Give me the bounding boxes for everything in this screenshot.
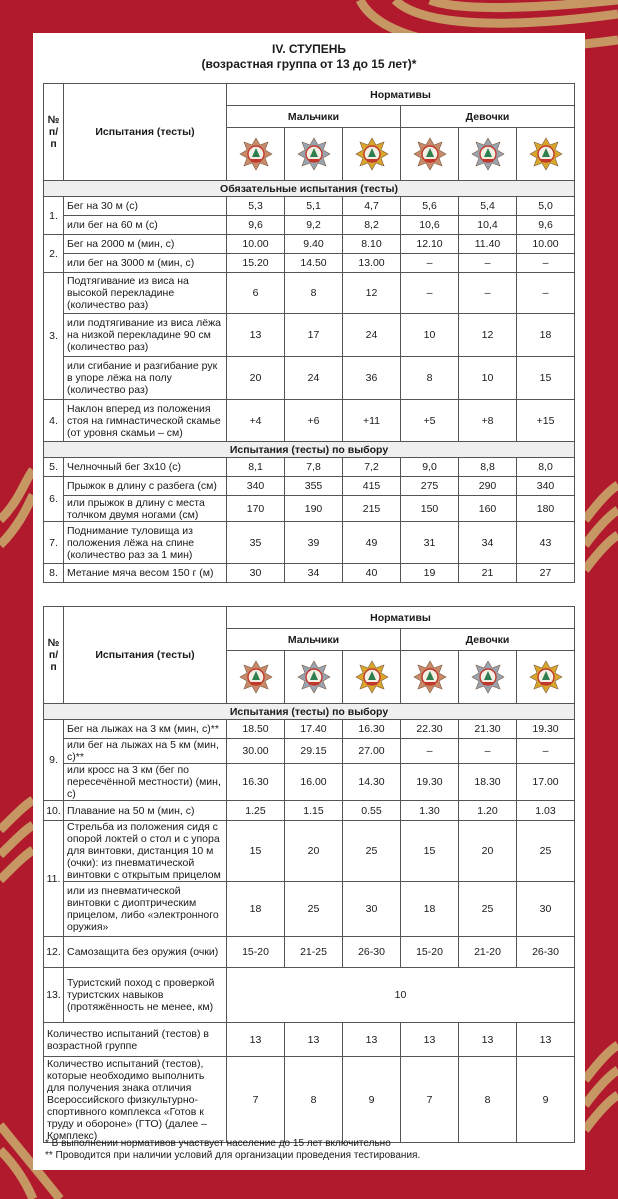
norm-value: 18.50	[227, 720, 285, 739]
norm-value: 8	[401, 357, 459, 400]
norm-value: 18	[401, 882, 459, 937]
row-number: 8.	[44, 564, 64, 583]
norm-value: 18	[517, 314, 575, 357]
summary-label: Количество испытаний (тестов) в возрастной группе	[44, 1023, 227, 1057]
row-number: 9.	[44, 720, 64, 801]
norm-value: 10,6	[401, 216, 459, 235]
norm-value: 170	[227, 496, 285, 522]
test-name: Челночный бег 3х10 (с)	[64, 458, 227, 477]
norm-value: –	[401, 254, 459, 273]
norm-value: 11.40	[459, 235, 517, 254]
norm-value: 275	[401, 477, 459, 496]
row-number: 12.	[44, 937, 64, 968]
medal-cell	[517, 651, 575, 704]
table-row	[44, 739, 575, 764]
norm-value: 30	[343, 882, 401, 937]
row-number: 11.	[44, 821, 64, 937]
norm-value: +8	[459, 400, 517, 442]
table-row	[44, 821, 575, 882]
summary-row	[44, 1023, 575, 1057]
medal-cell	[459, 128, 517, 181]
norm-value: 25	[285, 882, 343, 937]
summary-value: 13	[285, 1023, 343, 1057]
norm-value: 5,3	[227, 197, 285, 216]
norm-value: 25	[343, 821, 401, 882]
medal-cell	[285, 128, 343, 181]
summary-value: 13	[227, 1023, 285, 1057]
medal-cell	[459, 651, 517, 704]
norm-value: 17	[285, 314, 343, 357]
norm-value: 1.30	[401, 801, 459, 821]
norm-value: 190	[285, 496, 343, 522]
norm-value: 31	[401, 522, 459, 564]
norm-value: 6	[227, 273, 285, 314]
norm-value: 35	[227, 522, 285, 564]
silver-badge-icon	[471, 660, 505, 694]
norm-value: –	[517, 739, 575, 764]
bronze-badge-icon	[239, 137, 273, 171]
page-title	[33, 42, 585, 72]
norm-value: 0.55	[343, 801, 401, 821]
norm-value: 16.30	[227, 764, 285, 801]
norm-value: 9,2	[285, 216, 343, 235]
norm-value: 21-25	[285, 937, 343, 968]
table-row	[44, 496, 575, 522]
test-name: Туристский поход с проверкой туристских навыков (протяжённость не менее, км)	[64, 968, 227, 1023]
norm-value: +11	[343, 400, 401, 442]
norm-value: 340	[517, 477, 575, 496]
norm-value: 7,8	[285, 458, 343, 477]
norm-value: 30	[517, 882, 575, 937]
norm-value: 10.00	[227, 235, 285, 254]
medal-cell	[401, 651, 459, 704]
age-group-subtitle: (возрастная группа от 13 до 15 лет)*	[201, 57, 417, 71]
test-name: Бег на лыжах на 3 км (мин, с)**	[64, 720, 227, 739]
norm-value: –	[459, 739, 517, 764]
medal-cell	[285, 651, 343, 704]
row-number: 7.	[44, 522, 64, 564]
medal-cell	[227, 128, 285, 181]
norm-value: 25	[459, 882, 517, 937]
norm-value: 355	[285, 477, 343, 496]
section-header: Испытания (тесты) по выбору	[44, 442, 575, 458]
norm-value: 36	[343, 357, 401, 400]
bronze-badge-icon	[239, 660, 273, 694]
silver-badge-icon	[297, 660, 331, 694]
norm-value: 14.50	[285, 254, 343, 273]
footnote-2: ** Проводится при наличии условий для организации проведения тестирования.	[45, 1150, 421, 1161]
section-header: Испытания (тесты) по выбору	[44, 704, 575, 720]
test-name: или бег на 60 м (с)	[64, 216, 227, 235]
norm-value: 18	[227, 882, 285, 937]
test-name: Бег на 30 м (с)	[64, 197, 227, 216]
norm-value: 15-20	[227, 937, 285, 968]
norm-value: 17.00	[517, 764, 575, 801]
silver-badge-icon	[471, 137, 505, 171]
row-number: 6.	[44, 477, 64, 522]
norm-value: 15.20	[227, 254, 285, 273]
norm-value: 22.30	[401, 720, 459, 739]
norm-value: 29.15	[285, 739, 343, 764]
medal-cell	[401, 128, 459, 181]
summary-value: 9	[343, 1057, 401, 1143]
summary-value: 7	[227, 1057, 285, 1143]
norm-value: 34	[285, 564, 343, 583]
row-number: 1.	[44, 197, 64, 235]
norm-value: 19.30	[401, 764, 459, 801]
summary-value: 9	[517, 1057, 575, 1143]
norm-value: 5,4	[459, 197, 517, 216]
summary-row	[44, 1057, 575, 1143]
standards-table-part2	[43, 606, 575, 1143]
table-row	[44, 254, 575, 273]
norm-value: 34	[459, 522, 517, 564]
table-row	[44, 400, 575, 442]
table-row	[44, 720, 575, 739]
norm-value: 415	[343, 477, 401, 496]
norm-value: 12.10	[401, 235, 459, 254]
summary-value: 13	[343, 1023, 401, 1057]
boys-header: Мальчики	[227, 629, 401, 651]
norm-value: 1.03	[517, 801, 575, 821]
norm-value: 10	[401, 314, 459, 357]
test-name: Бег на 2000 м (мин, с)	[64, 235, 227, 254]
norm-value: 10	[459, 357, 517, 400]
norm-value: 12	[343, 273, 401, 314]
summary-value: 7	[401, 1057, 459, 1143]
column-num-header: № п/п	[44, 84, 64, 181]
row-number: 10.	[44, 801, 64, 821]
norms-header: Нормативы	[227, 84, 575, 106]
table-row	[44, 458, 575, 477]
test-name: Метание мяча весом 150 г (м)	[64, 564, 227, 583]
table-row	[44, 235, 575, 254]
test-name: Наклон вперед из положения стоя на гимнастической скамье (от уровня скамьи – см)	[64, 400, 227, 442]
norm-value: 150	[401, 496, 459, 522]
norm-value: 8,0	[517, 458, 575, 477]
test-name: или кросс на 3 км (бег по пересечённой местности) (мин, с)	[64, 764, 227, 801]
norm-value: 14.30	[343, 764, 401, 801]
table-row	[44, 937, 575, 968]
bronze-badge-icon	[413, 660, 447, 694]
norm-value: 5,1	[285, 197, 343, 216]
norm-value: 1.25	[227, 801, 285, 821]
medal-cell	[343, 128, 401, 181]
table-row	[44, 522, 575, 564]
footnotes	[45, 1138, 420, 1162]
row-number: 2.	[44, 235, 64, 273]
section-header: Обязательные испытания (тесты)	[44, 181, 575, 197]
norm-value: –	[517, 273, 575, 314]
norm-value: 30	[227, 564, 285, 583]
test-name: или сгибание и разгибание рук в упоре лёжа на полу (количество раз)	[64, 357, 227, 400]
test-name: или из пневматической винтовки с диоптрическим прицелом, либо «электронного оружия»	[64, 882, 227, 937]
norm-value: –	[401, 273, 459, 314]
norm-value: 19.30	[517, 720, 575, 739]
norm-value: 25	[517, 821, 575, 882]
norm-value: 15-20	[401, 937, 459, 968]
test-name: Плавание на 50 м (мин, с)	[64, 801, 227, 821]
norm-value: 19	[401, 564, 459, 583]
norm-value: 24	[343, 314, 401, 357]
summary-label: Количество испытаний (тестов), которые необходимо выполнить для получения знака отличия Всероссийского физкультурно-спортивного комплекса «Готов к труду и обороне» (ГТО) (далее – Комплекс)	[44, 1057, 227, 1143]
norm-value: 8	[285, 273, 343, 314]
norm-value: 10,4	[459, 216, 517, 235]
norm-value: 21	[459, 564, 517, 583]
norm-value: 160	[459, 496, 517, 522]
norm-value: 12	[459, 314, 517, 357]
norm-value: 20	[285, 821, 343, 882]
norm-value: 290	[459, 477, 517, 496]
norm-value: 9,6	[227, 216, 285, 235]
medal-cell	[227, 651, 285, 704]
row-number: 13.	[44, 968, 64, 1023]
footnote-1: * В выполнении нормативов участвует население до 15 лет включительно	[45, 1138, 391, 1149]
norm-value: 27.00	[343, 739, 401, 764]
norm-value: 215	[343, 496, 401, 522]
norm-value: 1.15	[285, 801, 343, 821]
norm-value: 24	[285, 357, 343, 400]
norm-value: +6	[285, 400, 343, 442]
gold-badge-icon	[355, 137, 389, 171]
bronze-badge-icon	[413, 137, 447, 171]
norm-value: 1.20	[459, 801, 517, 821]
summary-value: 13	[517, 1023, 575, 1057]
norm-value: –	[517, 254, 575, 273]
norm-value: 30.00	[227, 739, 285, 764]
norm-value: +15	[517, 400, 575, 442]
norm-value: 4,7	[343, 197, 401, 216]
summary-value: 8	[459, 1057, 517, 1143]
table-row	[44, 216, 575, 235]
norm-value: 15	[517, 357, 575, 400]
table-row	[44, 477, 575, 496]
norm-value: 39	[285, 522, 343, 564]
norm-value: +4	[227, 400, 285, 442]
table-row	[44, 882, 575, 937]
norm-value: –	[401, 739, 459, 764]
column-num-header: № п/п	[44, 607, 64, 704]
test-name: Самозащита без оружия (очки)	[64, 937, 227, 968]
norms-header: Нормативы	[227, 607, 575, 629]
norm-value: 8,1	[227, 458, 285, 477]
test-name: Подтягивание из виса на высокой перекладине (количество раз)	[64, 273, 227, 314]
norm-value: 49	[343, 522, 401, 564]
norm-value: 8,8	[459, 458, 517, 477]
norm-value: 18.30	[459, 764, 517, 801]
norm-value: 16.00	[285, 764, 343, 801]
girls-header: Девочки	[401, 629, 575, 651]
norm-value: 5,0	[517, 197, 575, 216]
table-row	[44, 801, 575, 821]
norm-value: 9,6	[517, 216, 575, 235]
norm-value: 5,6	[401, 197, 459, 216]
norm-value: 26-30	[517, 937, 575, 968]
column-tests-header: Испытания (тесты)	[64, 84, 227, 181]
norm-value: 9,0	[401, 458, 459, 477]
standards-card	[33, 33, 585, 1170]
norm-value: 8,2	[343, 216, 401, 235]
test-name: или бег на лыжах на 5 км (мин, с)**	[64, 739, 227, 764]
standards-table-part1	[43, 83, 575, 583]
table-row	[44, 314, 575, 357]
norm-value: 43	[517, 522, 575, 564]
row-number: 4.	[44, 400, 64, 442]
norm-value: 9.40	[285, 235, 343, 254]
test-name: или прыжок в длину с места толчком двумя ногами (см)	[64, 496, 227, 522]
norm-value: 17.40	[285, 720, 343, 739]
test-name: или подтягивание из виса лёжа на низкой перекладине 90 см (количество раз)	[64, 314, 227, 357]
girls-header: Девочки	[401, 106, 575, 128]
norm-value: 21.30	[459, 720, 517, 739]
norm-value: 13	[227, 314, 285, 357]
norm-value: 180	[517, 496, 575, 522]
norm-value: 15	[227, 821, 285, 882]
norm-value: 20	[459, 821, 517, 882]
gold-badge-icon	[529, 660, 563, 694]
gold-badge-icon	[529, 137, 563, 171]
norm-value: 13.00	[343, 254, 401, 273]
norm-value: –	[459, 254, 517, 273]
norm-value: 10.00	[517, 235, 575, 254]
gold-badge-icon	[355, 660, 389, 694]
test-name: Прыжок в длину с разбега (см)	[64, 477, 227, 496]
row-number: 3.	[44, 273, 64, 400]
table-row	[44, 197, 575, 216]
table-row	[44, 357, 575, 400]
table-row	[44, 564, 575, 583]
boys-header: Мальчики	[227, 106, 401, 128]
norm-value: 10	[227, 968, 575, 1023]
test-name: Поднимание туловища из положения лёжа на спине (количество раз за 1 мин)	[64, 522, 227, 564]
norm-value: +5	[401, 400, 459, 442]
test-name: или бег на 3000 м (мин, с)	[64, 254, 227, 273]
silver-badge-icon	[297, 137, 331, 171]
norm-value: 8.10	[343, 235, 401, 254]
column-tests-header: Испытания (тесты)	[64, 607, 227, 704]
table-row	[44, 273, 575, 314]
norm-value: 16.30	[343, 720, 401, 739]
stage-title: IV. СТУПЕНЬ	[272, 42, 346, 56]
norm-value: 40	[343, 564, 401, 583]
norm-value: 15	[401, 821, 459, 882]
test-name: Стрельба из положения сидя с опорой локтей о стол и с упора для винтовки, дистанция 10 м (очки): из пневматической винтовки с открытым прицелом	[64, 821, 227, 882]
summary-value: 8	[285, 1057, 343, 1143]
norm-value: 26-30	[343, 937, 401, 968]
row-number: 5.	[44, 458, 64, 477]
medal-cell	[343, 651, 401, 704]
norm-value: 27	[517, 564, 575, 583]
norm-value: 21-20	[459, 937, 517, 968]
summary-value: 13	[459, 1023, 517, 1057]
norm-value: 7,2	[343, 458, 401, 477]
summary-value: 13	[401, 1023, 459, 1057]
table-row	[44, 764, 575, 801]
medal-cell	[517, 128, 575, 181]
norm-value: –	[459, 273, 517, 314]
norm-value: 20	[227, 357, 285, 400]
norm-value: 340	[227, 477, 285, 496]
table-row	[44, 968, 575, 1023]
